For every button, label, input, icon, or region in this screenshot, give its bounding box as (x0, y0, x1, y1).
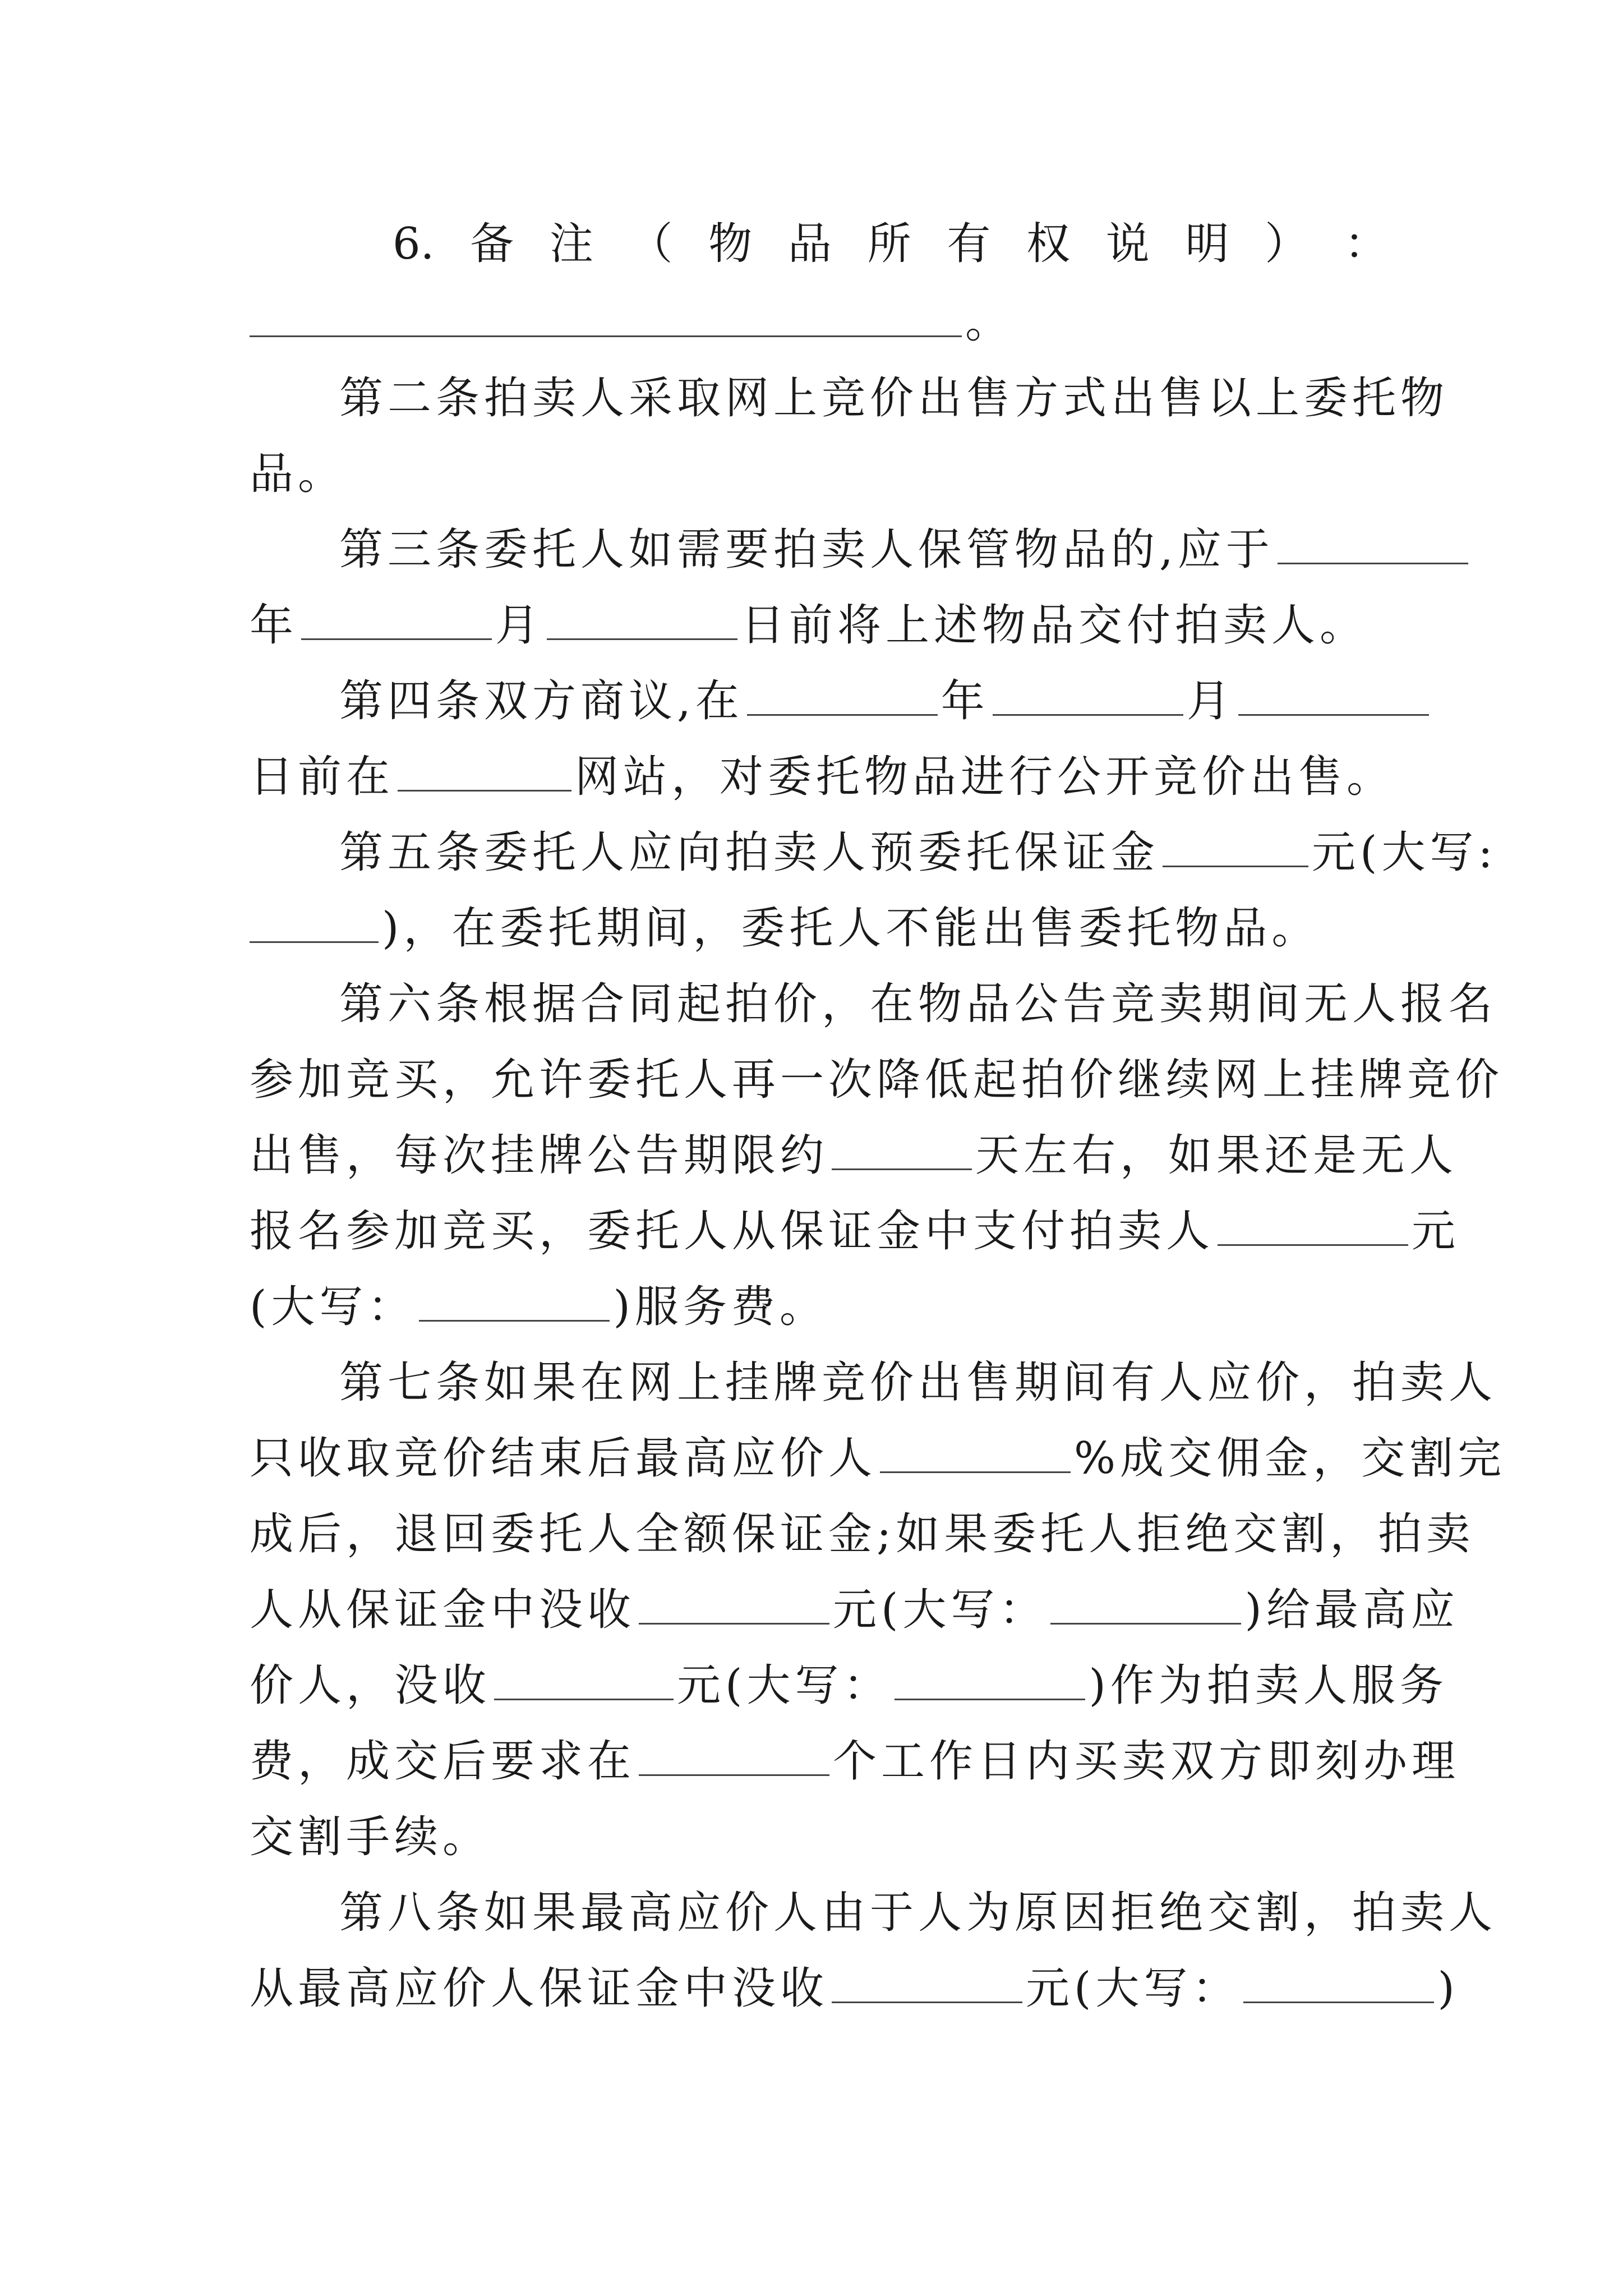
article-7-text: 个工作日内买卖双方即刻办理 (833, 1736, 1460, 1787)
service-fee-words-blank[interactable] (895, 1659, 1085, 1700)
year-label: 年 (250, 600, 298, 651)
article-7-text: 只收取竞价结束后最高应价人 (250, 1433, 877, 1484)
article-3-line-1 (339, 522, 1388, 578)
article-8-text: 从最高应价人保证金中没收 (250, 1963, 829, 2014)
remark-char: 物 (708, 219, 753, 269)
article-6-line-3 (250, 1128, 1458, 1184)
forfeit-words-blank[interactable] (1243, 1962, 1434, 2003)
article-6-line-2: 参加竞买，允许委托人再一次降低起拍价继续网上挂牌竞价 (250, 1055, 1504, 1105)
remark-number: 6. (393, 219, 435, 269)
remark-period: 。 (965, 297, 1014, 348)
article-5-line-1 (339, 825, 1497, 881)
article-4-text: 第四条双方商议,在 (339, 676, 744, 726)
days-blank[interactable] (832, 1129, 972, 1170)
remark-char: 品 (787, 219, 832, 269)
capital-label: 元(大写： (1026, 1963, 1241, 2014)
article-6-text-end: )服务费。 (613, 1282, 828, 1332)
article-2-line-1: 第二条拍卖人采取网上竞价出售方式出售以上委托物 (339, 373, 1449, 424)
article-4-line-2 (250, 749, 1395, 805)
article-6-line-1: 第六条根据合同起拍价，在物品公告竞卖期间无人报名 (339, 979, 1497, 1029)
yuan-label: 元 (1412, 1206, 1460, 1257)
month-blank[interactable] (993, 675, 1183, 716)
article-3-text: 第三条委托人如需要拍卖人保管物品的,应于 (339, 524, 1274, 575)
article-7-line-1: 第七条如果在网上挂牌竞价出售期间有人应价，拍卖人 (339, 1358, 1497, 1408)
remark-char: （ (629, 219, 673, 269)
article-7-line-5 (250, 1658, 1448, 1714)
article-7-text: )给最高应 (1244, 1585, 1459, 1635)
capital-label: 元(大写： (833, 1585, 1048, 1635)
article-6-line-4 (250, 1203, 1460, 1259)
year-blank[interactable] (1278, 523, 1468, 564)
commission-blank[interactable] (880, 1432, 1071, 1473)
article-4-text-end: 网站，对委托物品进行公开竞价出售。 (575, 752, 1395, 802)
forfeit-words-blank[interactable] (1050, 1584, 1241, 1625)
article-2-line-2: 品。 (250, 449, 347, 499)
remark-char: 备 (470, 219, 514, 269)
year-label: 年 (940, 676, 989, 726)
article-8-line-2 (250, 1961, 1459, 2017)
article-7-line-6 (250, 1733, 1460, 1789)
forfeit-amount-blank[interactable] (639, 1584, 829, 1625)
remark-char: 有 (947, 219, 991, 269)
deposit-words-blank[interactable] (250, 902, 379, 943)
article-6-text: 报名参加竞买，委托人从保证金中支付拍卖人 (250, 1206, 1215, 1257)
article-5-text: 第五条委托人应向拍卖人预委托保证金 (339, 827, 1160, 878)
month-label: 月 (1186, 676, 1235, 726)
remark-char: ： (1344, 219, 1388, 269)
remark-line (393, 216, 1388, 272)
remark-char: ） (1265, 219, 1309, 269)
article-7-line-3: 成后，退回委托人全额保证金;如果委托人拒绝交割，拍卖 (250, 1509, 1475, 1559)
remark-char: 权 (1026, 219, 1071, 269)
article-5-line-2 (250, 900, 1388, 956)
capital-label: 元(大写： (677, 1660, 892, 1711)
month-label: 月 (495, 600, 544, 651)
article-6-line-5 (250, 1279, 1388, 1335)
website-blank[interactable] (398, 751, 571, 792)
remark-char: 明 (1185, 219, 1229, 269)
article-7-text: 费，成交后要求在 (250, 1736, 636, 1787)
remark-char: 说 (1105, 219, 1150, 269)
month-blank[interactable] (301, 599, 492, 640)
article-7-text: %成交佣金，交割完 (1074, 1433, 1506, 1484)
article-3-line-2 (250, 597, 1388, 654)
article-3-text-end: 日前将上述物品交付拍卖人。 (741, 600, 1368, 651)
capital-label: (大写： (250, 1282, 416, 1332)
workdays-blank[interactable] (639, 1735, 829, 1776)
article-7-text: 人从保证金中没收 (250, 1585, 636, 1635)
article-7-text: )作为拍卖人服务 (1089, 1660, 1448, 1711)
day-label: 日前在 (250, 752, 395, 802)
article-7-line-7: 交割手续。 (250, 1812, 491, 1862)
day-blank[interactable] (547, 599, 737, 640)
article-8-line-1: 第八条如果最高应价人由于人为原因拒绝交割，拍卖人 (339, 1888, 1497, 1938)
close-paren: ) (1437, 1963, 1459, 2014)
forfeit-amount-blank[interactable] (832, 1962, 1022, 2003)
article-7-line-4 (250, 1582, 1459, 1638)
remark-char: 注 (549, 219, 593, 269)
article-7-text: 价人，没收 (250, 1660, 491, 1711)
article-6-text: 天左右，如果还是无人 (975, 1130, 1458, 1181)
fee-amount-blank[interactable] (1218, 1205, 1408, 1246)
fee-words-blank[interactable] (419, 1281, 610, 1322)
yuan-label: 元(大写: (1312, 827, 1497, 878)
article-7-line-2 (250, 1430, 1506, 1487)
article-5-text-end: )，在委托期间，委托人不能出售委托物品。 (382, 903, 1320, 954)
service-fee-amount-blank[interactable] (494, 1659, 674, 1700)
deposit-amount-blank[interactable] (1163, 826, 1308, 867)
article-4-line-1 (339, 673, 1388, 729)
day-blank[interactable] (1238, 675, 1429, 716)
year-blank[interactable] (747, 675, 938, 716)
remark-blank[interactable] (250, 296, 962, 337)
remark-blank-line (250, 295, 1388, 351)
article-6-text: 出售，每次挂牌公告期限约 (250, 1130, 829, 1181)
remark-char: 所 (867, 219, 911, 269)
